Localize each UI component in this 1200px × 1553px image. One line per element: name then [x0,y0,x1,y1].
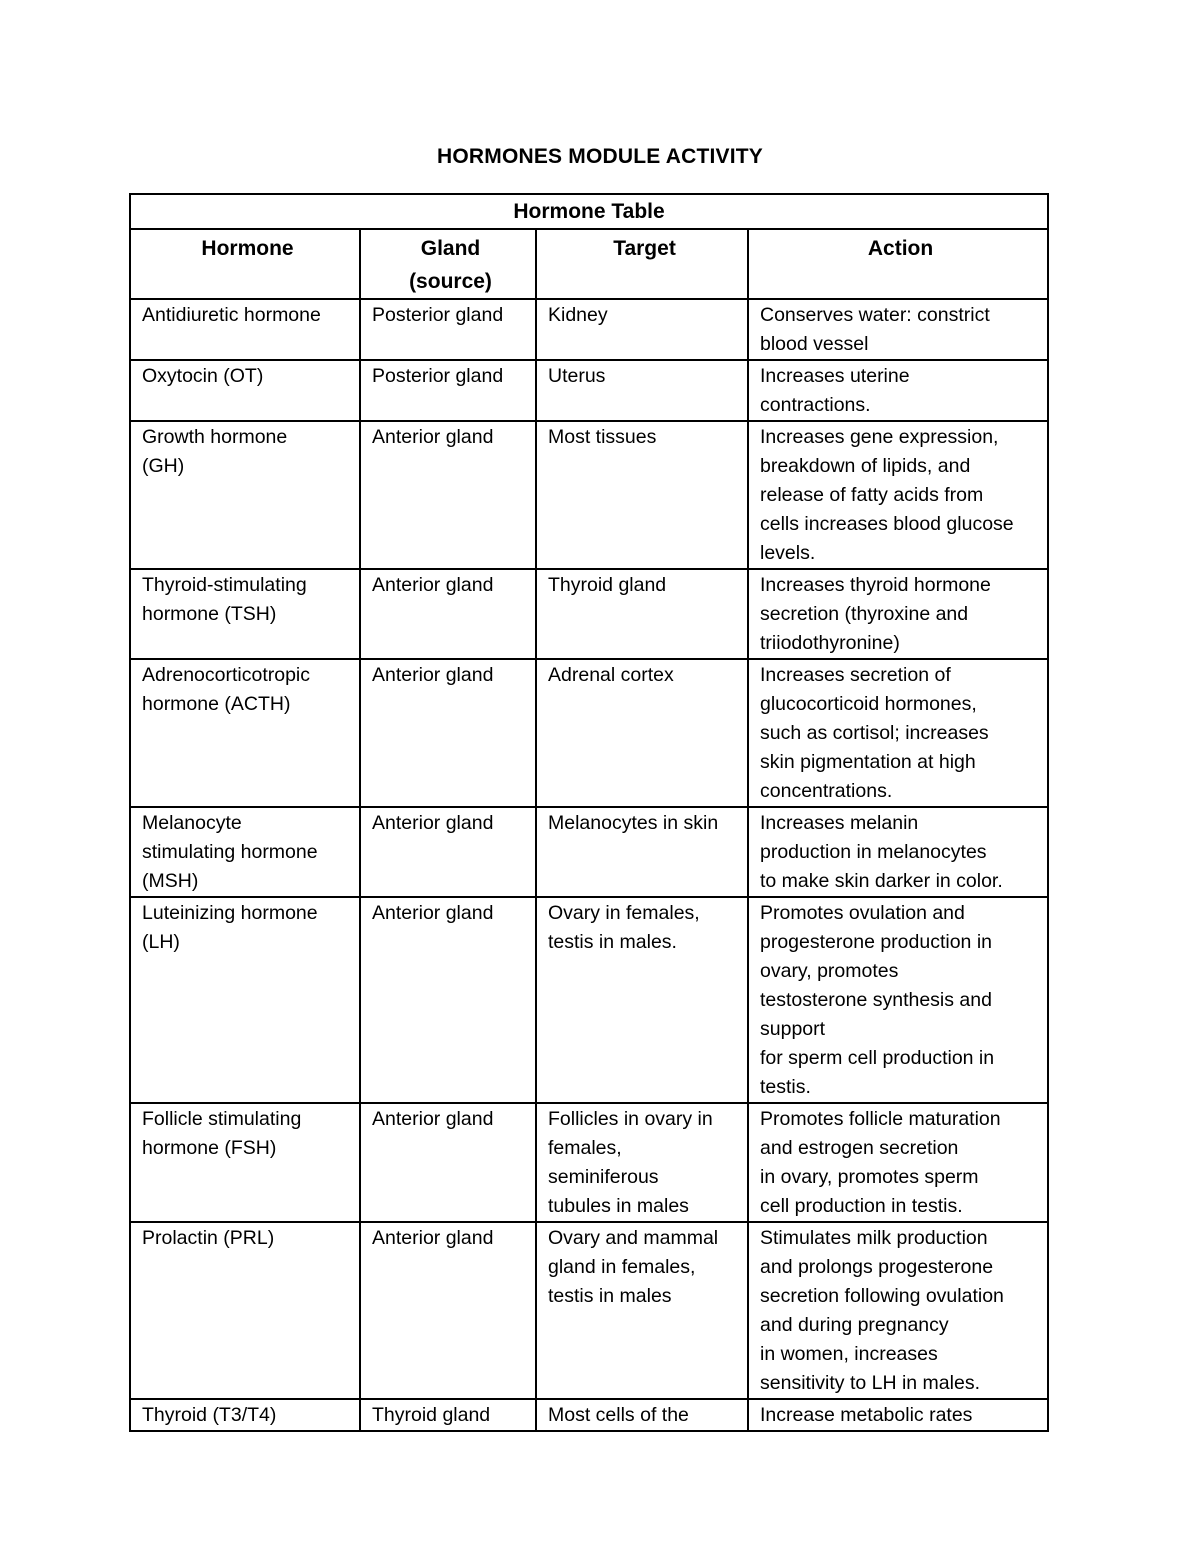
table-row [130,1103,1048,1222]
hormone-table [129,193,1049,1432]
hormone-cell: Antidiuretic hormone [130,299,360,360]
gland-cell: Anterior gland [360,421,536,569]
gland-cell: Anterior gland [360,1103,536,1222]
hormone-cell: Thyroid-stimulating hormone (TSH) [130,569,360,659]
target-cell: Thyroid gland [536,569,748,659]
table-row [130,807,1048,897]
action-cell: Increases gene expression, breakdown of lipids, and release of fatty acids from cells increases blood glucose levels. [748,421,1048,569]
target-cell: Follicles in ovary in females, seminiferous tubules in males [536,1103,748,1222]
table-row [130,1399,1048,1431]
target-cell: Ovary in females, testis in males. [536,897,748,1103]
gland-cell: Anterior gland [360,1222,536,1399]
action-cell: Increases melanin production in melanocytes to make skin darker in color. [748,807,1048,897]
table-caption: Hormone Table [130,194,1048,229]
gland-cell: Thyroid gland [360,1399,536,1431]
gland-cell: Anterior gland [360,807,536,897]
table-row [130,1222,1048,1399]
action-cell: Promotes ovulation and progesterone production in ovary, promotes testosterone synthesis and support for sperm cell production in testis. [748,897,1048,1103]
action-cell: Promotes follicle maturation and estrogen secretion in ovary, promotes sperm cell production in testis. [748,1103,1048,1222]
target-cell: Melanocytes in skin [536,807,748,897]
table-row [130,299,1048,360]
table-row [130,421,1048,569]
column-header-hormone: Hormone [130,229,360,299]
target-cell: Most cells of the [536,1399,748,1431]
hormone-cell: Luteinizing hormone (LH) [130,897,360,1103]
target-cell: Kidney [536,299,748,360]
table-row [130,569,1048,659]
gland-cell: Posterior gland [360,360,536,421]
page-title: HORMONES MODULE ACTIVITY [436,145,764,168]
hormone-cell: Melanocyte stimulating hormone (MSH) [130,807,360,897]
action-cell: Increases secretion of glucocorticoid hormones, such as cortisol; increases skin pigmentation at high concentrations. [748,659,1048,807]
table-row [130,659,1048,807]
gland-cell: Anterior gland [360,659,536,807]
table-row [130,360,1048,421]
hormone-cell: Follicle stimulating hormone (FSH) [130,1103,360,1222]
action-cell: Increases thyroid hormone secretion (thyroxine and triiodothyronine) [748,569,1048,659]
hormone-cell: Thyroid (T3/T4) [130,1399,360,1431]
target-cell: Adrenal cortex [536,659,748,807]
action-cell: Stimulates milk production and prolongs progesterone secretion following ovulation and during pregnancy in women, increases sensitivity to LH in males. [748,1222,1048,1399]
hormone-cell: Adrenocorticotropic hormone (ACTH) [130,659,360,807]
target-cell: Uterus [536,360,748,421]
gland-cell: Anterior gland [360,569,536,659]
action-cell: Increases uterine contractions. [748,360,1048,421]
action-cell: Increase metabolic rates [748,1399,1048,1431]
hormone-cell: Oxytocin (OT) [130,360,360,421]
column-header-target: Target [536,229,748,299]
target-cell: Ovary and mammal gland in females, testis in males [536,1222,748,1399]
gland-cell: Anterior gland [360,897,536,1103]
target-cell: Most tissues [536,421,748,569]
column-header-action: Action [748,229,1048,299]
hormone-cell: Prolactin (PRL) [130,1222,360,1399]
table-row [130,897,1048,1103]
column-header-gland: Gland (source) [360,229,536,299]
action-cell: Conserves water: constrict blood vessel [748,299,1048,360]
hormone-cell: Growth hormone (GH) [130,421,360,569]
gland-cell: Posterior gland [360,299,536,360]
